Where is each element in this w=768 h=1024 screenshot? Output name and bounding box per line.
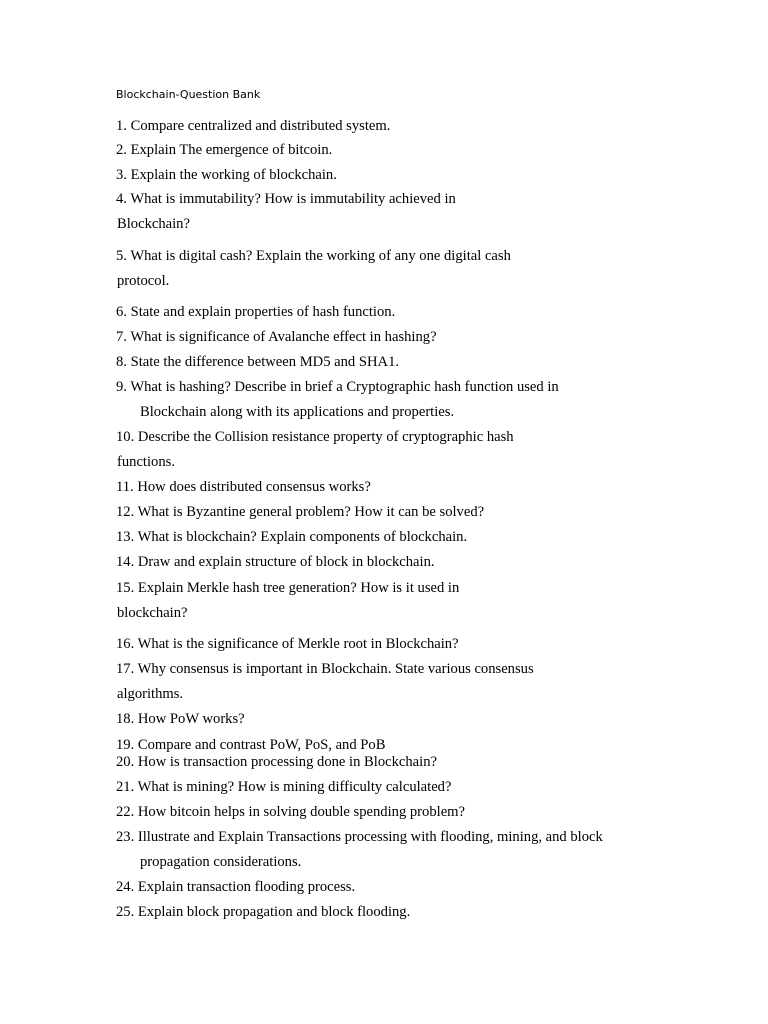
question-text: 3. Explain the working of blockchain. [116, 167, 337, 183]
question-text: 11. How does distributed consensus works? [116, 479, 371, 495]
question-text: 25. Explain block propagation and block flooding. [116, 904, 411, 920]
question-text: 20. How is transaction processing done in Blockchain? [116, 754, 437, 770]
question-text-continued: Blockchain along with its applications and properties. [140, 403, 455, 420]
question-text: 12. What is Byzantine general problem? How it can be solved? [116, 504, 485, 520]
question-20 [116, 750, 437, 775]
question-8 [116, 350, 399, 375]
question-text: 9. What is hashing? Describe in brief a Cryptographic hash function used in [116, 379, 559, 395]
question-text: 24. Explain transaction flooding process. [116, 879, 356, 895]
question-4 [116, 187, 456, 236]
question-12 [116, 500, 484, 525]
question-7 [116, 325, 437, 350]
question-16 [116, 632, 459, 657]
question-text: 10. Describe the Collision resistance property of cryptographic hash [116, 429, 514, 445]
question-text: 5. What is digital cash? Explain the working of any one digital cash [116, 248, 511, 264]
question-23 [116, 825, 603, 874]
document-title: Blockchain-Question Bank [116, 88, 261, 101]
question-text-continued: protocol. [117, 272, 170, 289]
question-text: 14. Draw and explain structure of block in blockchain. [116, 554, 435, 570]
question-text: 4. What is immutability? How is immutability achieved in [116, 191, 456, 207]
question-10 [116, 425, 514, 474]
question-text: 6. State and explain properties of hash function. [116, 304, 396, 320]
question-17 [116, 657, 534, 706]
question-11 [116, 475, 371, 500]
question-1 [116, 114, 390, 139]
question-text-continued: functions. [117, 453, 175, 470]
question-text: 22. How bitcoin helps in solving double spending problem? [116, 804, 465, 820]
question-3 [116, 163, 337, 188]
question-14 [116, 550, 435, 575]
question-text: 18. How PoW works? [116, 711, 245, 727]
question-text-continued: Blockchain? [117, 215, 190, 232]
question-text: 19. Compare and contrast PoW, PoS, and PoB [116, 737, 386, 753]
question-24 [116, 875, 355, 900]
question-18 [116, 707, 245, 732]
question-text-continued: blockchain? [117, 604, 188, 621]
question-text: 16. What is the significance of Merkle root in Blockchain? [116, 636, 459, 652]
question-6 [116, 300, 395, 325]
question-text: 15. Explain Merkle hash tree generation? How is it used in [116, 580, 460, 596]
question-21 [116, 775, 451, 800]
question-22 [116, 800, 465, 825]
question-2 [116, 138, 332, 163]
question-text: 21. What is mining? How is mining difficulty calculated? [116, 779, 452, 795]
question-text-continued: algorithms. [117, 685, 184, 702]
question-text: 17. Why consensus is important in Blockchain. State various consensus [116, 661, 534, 677]
question-text: 1. Compare centralized and distributed system. [116, 118, 391, 134]
question-13 [116, 525, 467, 550]
question-text: 7. What is significance of Avalanche effect in hashing? [116, 329, 437, 345]
question-text: 2. Explain The emergence of bitcoin. [116, 142, 333, 158]
question-9 [116, 375, 559, 424]
question-text: 23. Illustrate and Explain Transactions processing with flooding, mining, and block [116, 829, 603, 845]
question-15 [116, 576, 459, 625]
question-text-continued: propagation considerations. [140, 853, 302, 870]
question-25 [116, 900, 410, 925]
question-text: 8. State the difference between MD5 and SHA1. [116, 354, 400, 370]
question-text: 13. What is blockchain? Explain components of blockchain. [116, 529, 468, 545]
question-5 [116, 244, 511, 293]
